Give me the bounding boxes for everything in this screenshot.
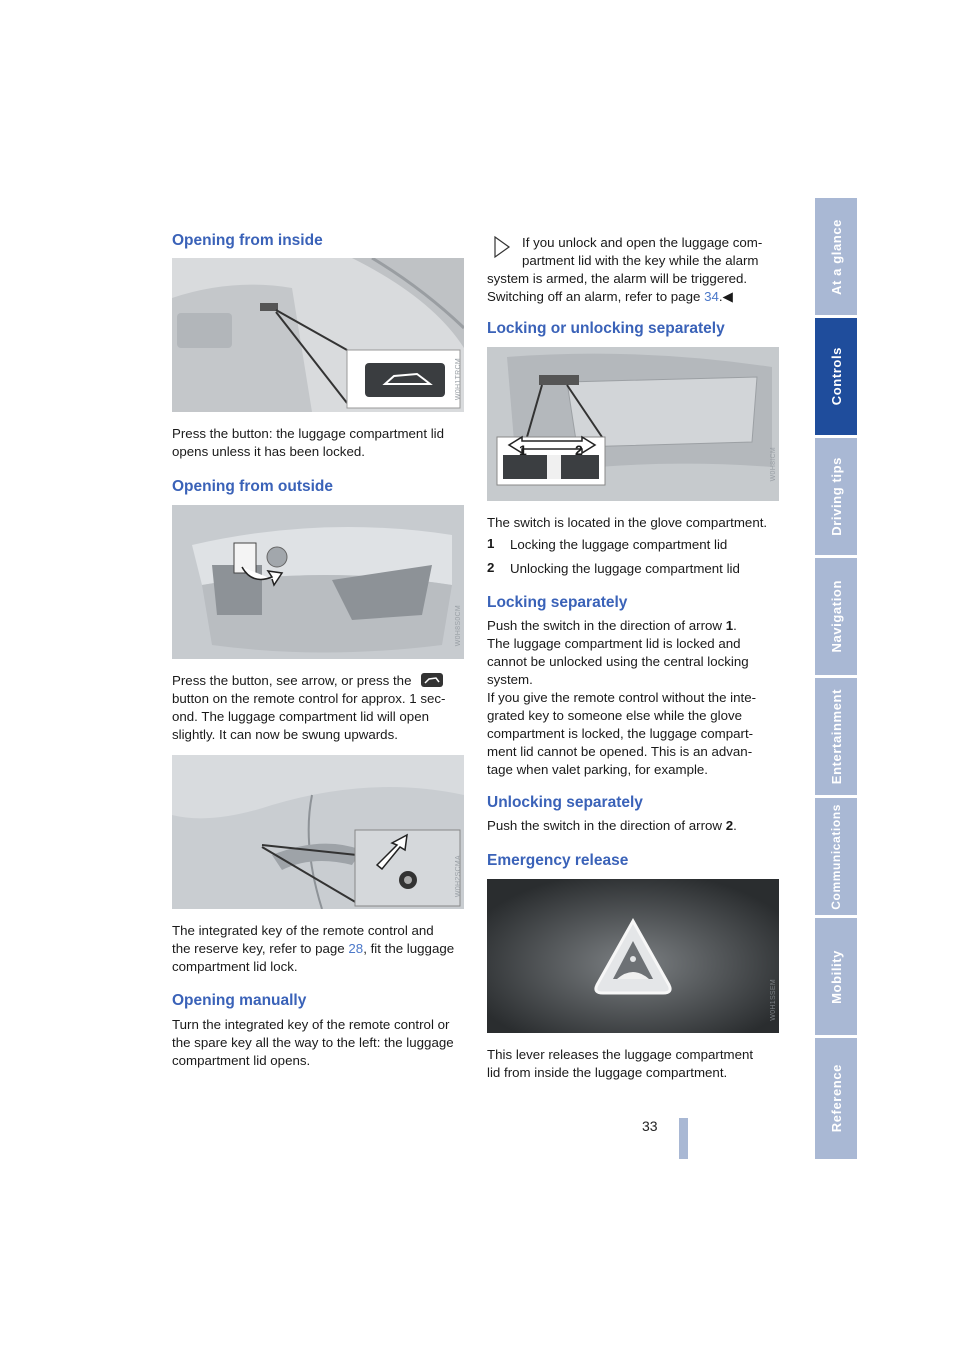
sidebar-tab-controls[interactable]: [815, 318, 857, 435]
figure-code: W0H2SCMA: [455, 855, 462, 898]
text-key-line-2b: , fit the luggage: [363, 941, 455, 956]
text-unlock-a: Push the switch in the direction of arrow: [487, 818, 726, 833]
sidebar-tab-driving-tips[interactable]: [815, 438, 857, 555]
text-lock-line-7: compartment is locked, the luggage compart-: [487, 726, 754, 741]
note-line-3: system is armed, the alarm will be triggered.: [487, 271, 748, 286]
lock-illustration: [172, 755, 464, 909]
text-outside-line-4: slightly. It can now be swung upwards.: [172, 727, 398, 742]
sidebar-tab-label: Communications: [829, 803, 843, 910]
page-marker-bar: [679, 1118, 688, 1159]
emergency-illustration: [487, 879, 779, 1033]
text-emergency-line-2: lid from inside the luggage compartment.: [487, 1065, 728, 1080]
sidebar-tab-mobility[interactable]: [815, 918, 857, 1035]
heading-emergency-release: Emergency release: [487, 852, 629, 869]
sidebar-tab-label: At a glance: [828, 218, 844, 295]
figure-emergency-lever: [487, 879, 779, 1033]
list-item-1-text: Locking the luggage compartment lid: [510, 537, 728, 552]
text-switch-location: The switch is located in the glove compartment.: [487, 515, 768, 530]
text-unlock-c: .: [733, 818, 737, 833]
text-emergency-line-1: This lever releases the luggage compartment: [487, 1047, 754, 1062]
heading-opening-manually: Opening manually: [172, 992, 307, 1009]
page-number: 33: [642, 1118, 658, 1134]
sidebar-tab-reference[interactable]: [815, 1038, 857, 1159]
text-manual-line-3: compartment lid opens.: [172, 1053, 311, 1068]
text-inside-line-1: Press the button: the luggage compartment lid: [172, 426, 445, 441]
text-lock-line-9: tage when valet parking, for example.: [487, 762, 709, 777]
text-lock-line-1c: .: [733, 618, 737, 633]
text-outside-line-2: button on the remote control for approx. 1 sec-: [172, 691, 446, 706]
text-lock-line-1: [487, 617, 737, 635]
text-lock-line-6: grated key to someone else while the glove: [487, 708, 743, 723]
text-lock-line-3: cannot be unlocked using the central locking: [487, 654, 749, 669]
sidebar-tab-label: Reference: [828, 1064, 844, 1133]
figure-interior-button: [172, 258, 464, 412]
text-manual-line-2: the spare key all the way to the left: the luggage: [172, 1035, 454, 1050]
note-triangle-glyph: [487, 233, 515, 261]
arrow-ref-2: 2: [725, 818, 734, 833]
glove-illustration: [487, 347, 779, 501]
note-triangle-icon: [487, 233, 515, 261]
figure-trunk-exterior: [172, 505, 464, 659]
list-item-2-text: Unlocking the luggage compartment lid: [510, 561, 740, 576]
arrow-label-1: 1: [519, 442, 527, 458]
figure-code: W0H8S0CM: [455, 605, 462, 647]
arrow-ref-1: 1: [725, 618, 734, 633]
heading-locking-separately: Locking separately: [487, 594, 628, 611]
heading-unlocking-separately: Unlocking separately: [487, 794, 643, 811]
sidebar-tab-label: Controls: [828, 347, 844, 406]
note-line-2: partment lid with the key while the alarm: [522, 253, 759, 268]
text-outside-line-1-text: Press the button, see arrow, or press the: [172, 673, 412, 688]
trunk-illustration: [172, 505, 464, 659]
text-manual-line-1: Turn the integrated key of the remote control or: [172, 1017, 450, 1032]
heading-locking-or-unlocking-separately: Locking or unlocking separately: [487, 320, 725, 337]
text-lock-line-5: If you give the remote control without the inte-: [487, 690, 757, 705]
text-inside-line-2: opens unless it has been locked.: [172, 444, 365, 459]
arrow-label-2: 2: [575, 442, 583, 458]
figure-code: W0H1TRCM: [455, 358, 462, 401]
list-item-2-number: 2: [487, 560, 495, 575]
text-lock-line-2: The luggage compartment lid is locked and: [487, 636, 741, 651]
sidebar-tab-communications[interactable]: [815, 798, 857, 915]
heading-opening-from-outside: Opening from outside: [172, 478, 334, 495]
sidebar-tab-navigation[interactable]: [815, 558, 857, 675]
text-key-line-2a: the reserve key, refer to page: [172, 941, 349, 956]
text-lock-line-8: ment lid cannot be opened. This is an advan-: [487, 744, 753, 759]
note-line-4: [487, 288, 733, 306]
figure-code: W0H1SSEM: [770, 979, 777, 1021]
sidebar-tab-label: Navigation: [828, 580, 844, 653]
text-key-line-2: [172, 940, 454, 958]
text-lock-line-1a: Push the switch in the direction of arrow: [487, 618, 726, 633]
sidebar-tab-label: Entertainment: [828, 688, 844, 785]
note-line-1: If you unlock and open the luggage com-: [522, 235, 763, 250]
remote-trunk-icon: [421, 673, 443, 687]
text-key-line-1: The integrated key of the remote control and: [172, 923, 434, 938]
note-line-4a: Switching off an alarm, refer to page: [487, 289, 705, 304]
figure-trunk-lock: [172, 755, 464, 909]
heading-opening-from-inside: Opening from inside: [172, 232, 323, 249]
sidebar-tab-label: Driving tips: [828, 457, 844, 536]
sidebar-tab-at-a-glance[interactable]: [815, 198, 857, 315]
note-line-4b: .◀: [718, 289, 733, 304]
trunk-glyph: [421, 673, 443, 687]
text-key-line-3: compartment lid lock.: [172, 959, 298, 974]
list-item-1-number: 1: [487, 536, 495, 551]
figure-code: W0H8ICM: [770, 447, 777, 482]
page-link-34[interactable]: 34: [704, 289, 719, 304]
figure-glove-compartment: [487, 347, 779, 501]
sidebar-tab-label: Mobility: [828, 949, 844, 1004]
text-unlock-line: [487, 817, 737, 835]
page-link-28[interactable]: 28: [348, 941, 364, 956]
interior-illustration: [172, 258, 464, 412]
text-lock-line-4: system.: [487, 672, 533, 687]
text-outside-line-3: ond. The luggage compartment lid will open: [172, 709, 429, 724]
text-outside-line-1: [172, 672, 443, 690]
sidebar-tab-entertainment[interactable]: [815, 678, 857, 795]
